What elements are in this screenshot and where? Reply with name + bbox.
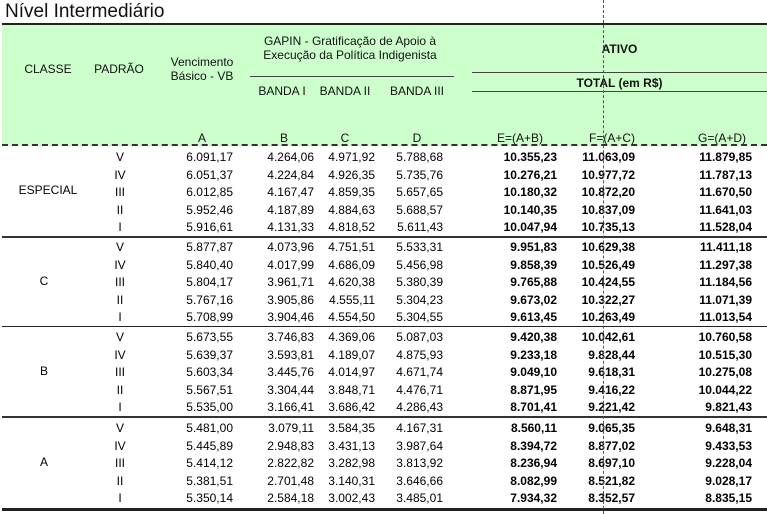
value-f: 8.521,82: [588, 473, 635, 488]
table-row: [2, 419, 767, 437]
value-c: 4.751,51: [328, 240, 375, 254]
value-f: 9.065,35: [588, 421, 635, 435]
value-c: 4.014,97: [328, 365, 375, 379]
value-f: 10.042,61: [581, 330, 635, 344]
value-d: 3.987,64: [396, 438, 443, 453]
value-a: 6.051,37: [186, 167, 233, 182]
table-bottom-border: [2, 508, 767, 511]
padrao-cell: II: [116, 473, 124, 488]
value-e: 10.180,32: [503, 185, 557, 199]
value-b: 4.264,06: [267, 150, 314, 164]
header-col-f: F=(A+C): [588, 131, 635, 145]
value-b: 3.445,76: [267, 365, 314, 379]
value-e: 8.701,41: [510, 400, 557, 414]
group-separator: [2, 326, 767, 327]
value-b: 4.131,33: [267, 220, 314, 234]
value-b: 4.224,84: [267, 167, 314, 182]
header-banda-1: BANDA I: [258, 84, 306, 98]
value-c: 3.282,98: [328, 456, 375, 470]
padrao-cell: III: [114, 456, 125, 470]
table-row: [2, 201, 767, 219]
table-row: [2, 291, 767, 309]
gapin-divider: [250, 76, 454, 77]
value-d: 5.087,03: [396, 330, 443, 344]
value-e: 9.951,83: [510, 240, 557, 254]
value-f: 10.526,49: [581, 257, 635, 272]
value-f: 8.352,57: [588, 491, 635, 505]
value-e: 9.233,18: [510, 347, 557, 362]
value-b: 3.905,86: [267, 292, 314, 307]
group-especial: [2, 148, 767, 235]
value-g: 10.044,22: [698, 382, 752, 397]
value-f: 9.221,42: [588, 400, 635, 414]
value-b: 4.017,99: [267, 257, 314, 272]
padrao-cell: V: [115, 421, 124, 435]
header-col-d: D: [412, 131, 422, 145]
value-b: 3.593,81: [267, 347, 314, 362]
value-e: 8.082,99: [510, 473, 557, 488]
header-vencimento-2: Básico - VB: [170, 69, 234, 83]
value-e: 8.560,11: [510, 421, 557, 435]
value-c: 4.189,07: [328, 347, 375, 362]
value-f: 9.618,31: [588, 365, 635, 379]
table-row: [2, 308, 767, 326]
value-c: 4.884,63: [328, 202, 375, 217]
value-f: 10.977,72: [581, 167, 635, 182]
header-banda-3: BANDA III: [389, 84, 445, 98]
value-d: 5.611,43: [397, 220, 443, 234]
value-g: 11.879,85: [699, 150, 752, 164]
table-row: [2, 472, 767, 490]
value-a: 5.708,99: [186, 310, 233, 324]
table-row: [2, 218, 767, 236]
value-b: 3.961,71: [267, 275, 314, 289]
value-b: 4.167,47: [267, 185, 314, 199]
value-f: 8.697,10: [588, 456, 635, 470]
value-f: 10.424,55: [581, 275, 635, 289]
value-e: 9.049,10: [510, 365, 557, 379]
value-b: 2.584,18: [267, 491, 314, 505]
table-row: [2, 328, 767, 346]
value-g: 10.515,30: [698, 347, 752, 362]
value-d: 4.476,71: [396, 382, 443, 397]
value-d: 4.875,93: [396, 347, 443, 362]
value-a: 5.639,37: [186, 347, 233, 362]
classe-label: B: [39, 364, 48, 378]
padrao-cell: II: [116, 292, 124, 307]
value-d: 3.813,92: [396, 456, 443, 470]
table-row: [2, 489, 767, 507]
ativo-divider: [472, 72, 767, 73]
value-a: 5.952,46: [186, 202, 233, 217]
value-d: 5.657,65: [396, 185, 443, 199]
padrao-cell: I: [118, 310, 122, 324]
value-g: 9.648,31: [705, 421, 752, 435]
value-a: 5.381,51: [186, 473, 233, 488]
value-g: 11.013,54: [699, 310, 752, 324]
value-e: 10.276,21: [503, 167, 557, 182]
group-a: [2, 419, 767, 507]
value-g: 9.433,53: [705, 438, 752, 453]
value-a: 5.603,34: [186, 365, 233, 379]
page-title: Nível Intermediário: [5, 1, 165, 22]
padrao-cell: III: [114, 185, 125, 199]
header-gapin-1: GAPIN - Gratificação de Apoio à: [263, 34, 437, 48]
classe-label: A: [39, 455, 48, 469]
value-c: 3.140,31: [328, 473, 375, 488]
value-f: 10.872,20: [581, 185, 635, 199]
value-g: 9.821,43: [705, 400, 752, 414]
value-f: 10.735,13: [581, 220, 635, 234]
value-a: 5.804,17: [186, 275, 233, 289]
value-e: 7.934,32: [510, 491, 557, 505]
value-d: 5.788,68: [396, 150, 443, 164]
value-g: 11.670,50: [699, 185, 752, 199]
value-c: 4.971,92: [328, 150, 375, 164]
padrao-cell: IV: [114, 347, 126, 362]
padrao-cell: V: [115, 150, 124, 164]
header-col-a: A: [197, 131, 206, 145]
value-f: 8.877,02: [588, 438, 635, 453]
classe-label: C: [39, 274, 49, 288]
table-row: [2, 381, 767, 399]
value-a: 5.445,89: [186, 438, 233, 453]
header-col-b: B: [279, 131, 288, 145]
value-f: 10.837,09: [581, 202, 635, 217]
value-d: 3.646,66: [396, 473, 443, 488]
table-row: [2, 346, 767, 364]
padrao-cell: I: [118, 400, 122, 414]
value-g: 11.641,03: [699, 202, 752, 217]
value-f: 10.322,27: [581, 292, 635, 307]
table-row: [2, 437, 767, 455]
value-c: 4.369,06: [328, 330, 375, 344]
padrao-cell: II: [116, 382, 124, 397]
table-row: [2, 148, 767, 166]
value-a: 5.350,14: [186, 491, 233, 505]
total-divider: [472, 91, 767, 92]
value-c: 4.555,11: [329, 292, 375, 307]
padrao-cell: IV: [114, 257, 126, 272]
table-row: [2, 166, 767, 184]
value-a: 6.012,85: [186, 185, 233, 199]
value-c: 4.926,35: [328, 167, 375, 182]
value-b: 3.746,83: [267, 330, 314, 344]
value-e: 9.613,45: [510, 310, 557, 324]
value-e: 8.236,94: [510, 456, 557, 470]
value-a: 5.840,40: [186, 257, 233, 272]
value-b: 4.187,89: [267, 202, 314, 217]
value-c: 4.620,38: [328, 275, 375, 289]
table-header: [2, 23, 767, 146]
value-a: 6.091,17: [186, 150, 233, 164]
value-b: 3.079,11: [268, 421, 314, 435]
value-g: 9.028,17: [705, 473, 752, 488]
value-e: 10.355,23: [503, 150, 557, 164]
value-b: 2.948,83: [267, 438, 314, 453]
value-f: 9.416,22: [588, 382, 635, 397]
value-b: 2.701,48: [267, 473, 314, 488]
value-g: 11.071,39: [699, 292, 752, 307]
padrao-cell: I: [118, 491, 122, 505]
value-d: 4.671,74: [396, 365, 443, 379]
value-g: 9.228,04: [705, 456, 752, 470]
value-e: 8.871,95: [510, 382, 557, 397]
value-c: 4.554,50: [328, 310, 375, 324]
table-row: [2, 273, 767, 291]
header-total: TOTAL (em R$): [576, 76, 663, 90]
table-row: [2, 183, 767, 201]
value-b: 3.904,46: [267, 310, 314, 324]
group-separator: [2, 416, 767, 418]
header-banda-2: BANDA II: [319, 84, 371, 98]
value-d: 5.688,57: [396, 202, 443, 217]
value-f: 10.263,49: [581, 310, 635, 324]
padrao-cell: V: [115, 240, 124, 254]
value-f: 9.828,44: [588, 347, 635, 362]
value-c: 3.686,42: [328, 400, 375, 414]
classe-label: ESPECIAL: [18, 183, 78, 197]
value-d: 5.456,98: [396, 257, 443, 272]
value-a: 5.673,55: [186, 330, 233, 344]
value-c: 3.584,35: [328, 421, 375, 435]
group-c: [2, 238, 767, 326]
value-a: 5.414,12: [186, 456, 233, 470]
value-d: 5.533,31: [396, 240, 443, 254]
header-gapin-2: Execução da Política Indigenista: [263, 48, 437, 62]
value-a: 5.767,16: [186, 292, 233, 307]
value-d: 5.735,76: [396, 167, 443, 182]
padrao-cell: V: [115, 330, 124, 344]
header-padrao: PADRÃO: [94, 62, 144, 76]
padrao-cell: II: [116, 202, 124, 217]
padrao-cell: IV: [114, 438, 126, 453]
header-classe: CLASSE: [24, 62, 72, 76]
value-g: 11.411,18: [699, 240, 752, 254]
padrao-cell: I: [118, 220, 122, 234]
value-a: 5.877,87: [186, 240, 233, 254]
value-b: 2.822,82: [267, 456, 314, 470]
table-row: [2, 454, 767, 472]
group-b: [2, 328, 767, 416]
value-a: 5.535,00: [186, 400, 233, 414]
value-g: 11.787,13: [699, 167, 752, 182]
value-d: 4.286,43: [396, 400, 443, 414]
value-a: 5.567,51: [186, 382, 233, 397]
table-row: [2, 238, 767, 256]
value-g: 8.835,15: [705, 491, 752, 505]
value-g: 11.528,04: [699, 220, 752, 234]
header-ativo: ATIVO: [601, 42, 638, 56]
table-row: [2, 363, 767, 381]
value-c: 4.686,09: [328, 257, 375, 272]
value-e: 10.047,94: [503, 220, 557, 234]
value-d: 4.167,31: [396, 421, 443, 435]
value-e: 9.765,88: [510, 275, 557, 289]
value-b: 3.304,44: [267, 382, 314, 397]
header-vencimento-1: Vencimento: [170, 55, 234, 69]
padrao-cell: IV: [114, 167, 126, 182]
value-e: 9.858,39: [510, 257, 557, 272]
value-b: 3.166,41: [267, 400, 314, 414]
value-e: 9.420,38: [510, 330, 557, 344]
table-row: [2, 398, 767, 416]
value-d: 5.380,39: [396, 275, 443, 289]
value-g: 11.184,56: [699, 275, 752, 289]
value-a: 5.481,00: [186, 421, 233, 435]
value-e: 8.394,72: [510, 438, 557, 453]
padrao-cell: III: [114, 365, 125, 379]
value-d: 5.304,55: [396, 310, 443, 324]
value-c: 3.848,71: [328, 382, 375, 397]
value-f: 11.063,09: [582, 150, 635, 164]
value-d: 3.485,01: [396, 491, 443, 505]
value-a: 5.916,61: [186, 220, 233, 234]
value-c: 4.818,52: [328, 220, 375, 234]
value-g: 10.275,08: [698, 365, 752, 379]
value-c: 3.431,13: [328, 438, 375, 453]
value-c: 4.859,35: [328, 185, 375, 199]
table-row: [2, 256, 767, 274]
value-g: 10.760,58: [698, 330, 752, 344]
value-e: 10.140,35: [503, 202, 557, 217]
header-col-g: G=(A+D): [697, 131, 746, 145]
value-c: 3.002,43: [328, 491, 375, 505]
header-col-e: E=(A+B): [496, 131, 544, 145]
value-g: 11.297,38: [699, 257, 752, 272]
padrao-cell: III: [114, 275, 125, 289]
value-b: 4.073,96: [267, 240, 314, 254]
value-e: 9.673,02: [510, 292, 557, 307]
header-col-c: C: [340, 131, 350, 145]
value-d: 5.304,23: [396, 292, 443, 307]
value-f: 10.629,38: [581, 240, 635, 254]
